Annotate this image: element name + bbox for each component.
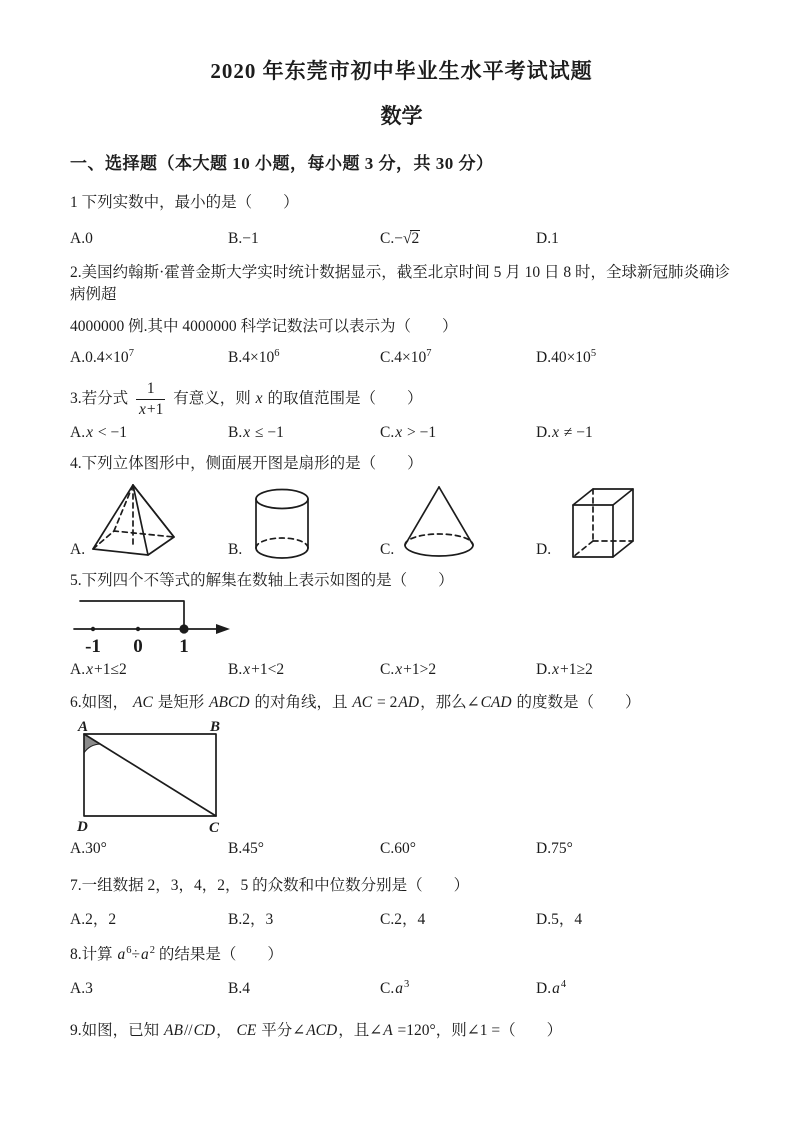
question-3	[70, 378, 733, 442]
option-d: D.x+1≥2	[536, 661, 593, 679]
question-2-options	[70, 349, 733, 367]
question-4-stem: 4.下列立体图形中，侧面展开图是扇形的是（ ）	[70, 454, 423, 472]
question-8-stem: 8.计算 $a^6\div a^2$ 的结果是（ ）	[70, 945, 283, 964]
question-6	[70, 692, 733, 858]
option-a: A.3	[70, 980, 93, 998]
question-3-options	[70, 424, 733, 442]
tick-label-1: 1	[179, 636, 189, 658]
question-3-stem: 3.若分式 $\frac{1}{x+1}$ 有意义，则 x 的取值范围是（ ）	[70, 380, 423, 418]
question-6-stem: 6.如图， AC 是矩形 ABCD 的对角线，且 AC = 2AD，那么∠CAD 的度数是（ ）	[70, 694, 641, 712]
figure-option-b	[228, 487, 380, 561]
question-2-stem-line1: 2.美国约翰斯·霍普金斯大学实时统计数据显示，截至北京时间 5 月 10 日 8 时，全球新冠肺炎确诊病例超	[70, 263, 731, 303]
question-9	[70, 1020, 733, 1042]
option-c: C.2，4	[380, 911, 426, 929]
question-2	[70, 262, 733, 367]
option-b: B.45°	[228, 839, 264, 857]
number-line-figure-wrap	[72, 595, 733, 657]
figure-label-a: A.	[70, 541, 86, 559]
question-1	[70, 192, 733, 248]
figure-label: C.	[380, 541, 395, 559]
option-a: A.0	[70, 229, 93, 247]
option-a: A.x+1≤2	[70, 661, 127, 679]
question-4-figures	[70, 481, 733, 561]
option-b: B.x ≤ −1	[228, 423, 284, 441]
exam-title: 2020 年东莞市初中毕业生水平考试试题	[210, 59, 593, 83]
figure-option-c	[380, 483, 536, 561]
option-a: A.x < −1	[70, 423, 127, 441]
number-line-figure	[72, 595, 242, 657]
corner-label-c: C	[209, 819, 220, 833]
question-5-options	[70, 661, 733, 679]
option-b: B.4	[228, 980, 250, 998]
option-c: C.60°	[380, 839, 416, 857]
cylinder-figure	[251, 487, 315, 561]
figure-label: B.	[228, 541, 243, 559]
question-6-options	[70, 840, 733, 858]
cuboid-figure	[567, 481, 643, 561]
option-d: $D.40\times 10^5$	[536, 347, 597, 367]
cone-figure	[401, 483, 481, 561]
pyramid-figure	[86, 481, 182, 561]
rectangle-figure	[74, 720, 244, 833]
option-b: $B.4\times 10^6$	[228, 347, 280, 367]
option-b: B.2，3	[228, 911, 274, 929]
question-9-stem: 9.如图，已知 AB//CD， CE 平分∠ACD，且∠A =120°，则∠1 =（ ）	[70, 1022, 563, 1040]
option-c: C.−√2	[380, 229, 420, 247]
option-b: B.x+1<2	[228, 661, 285, 679]
option-d: D.x ≠ −1	[536, 423, 593, 441]
question-1-options	[70, 230, 733, 248]
option-c: C.x > −1	[380, 423, 437, 441]
option-c: $C.4\times 10^7$	[380, 347, 432, 367]
figure-option-d	[536, 481, 733, 561]
question-5-stem: 5.下列四个不等式的解集在数轴上表示如图的是（ ）	[70, 572, 454, 590]
tick-label-0: 0	[133, 636, 143, 658]
question-5	[70, 570, 733, 679]
question-7-stem: 7.一组数据 2，3，4，2，5 的众数和中位数分别是（ ）	[70, 876, 470, 894]
option-a: A.2，2	[70, 911, 117, 929]
option-b: B.−1	[228, 229, 259, 247]
exam-subject: 数学	[380, 104, 423, 129]
option-d: D.75°	[536, 839, 573, 857]
question-7	[70, 875, 733, 930]
option-a: A.30°	[70, 839, 107, 857]
question-4	[70, 453, 733, 562]
corner-label-d: D	[77, 818, 88, 833]
tick-label-neg1: -1	[85, 636, 101, 658]
figure-label: D.	[536, 541, 552, 559]
question-7-options	[70, 907, 733, 929]
option-c: C.x+1>2	[380, 661, 437, 679]
option-d: D.5，4	[536, 911, 583, 929]
corner-label-b: B	[210, 719, 221, 735]
option-a: $A.0.4\times 10^7$	[70, 347, 134, 367]
option-d: $D.a^4$	[536, 978, 567, 998]
option-c: $C.a^3$	[380, 978, 410, 998]
corner-label-a: A	[78, 719, 89, 735]
section-heading: 一、选择题（本大题 10 小题，每小题 3 分，共 30 分）	[70, 154, 494, 174]
question-2-stem-line2: 4000000 例.其中 4000000 科学记数法可以表示为（ ）	[70, 318, 458, 336]
figure-option-a	[70, 481, 228, 561]
question-8	[70, 944, 733, 998]
question-8-options	[70, 980, 733, 998]
rectangle-figure-wrap	[74, 720, 733, 833]
question-1-stem: 1 下列实数中，最小的是（ ）	[70, 194, 299, 212]
option-d: D.1	[536, 229, 559, 247]
